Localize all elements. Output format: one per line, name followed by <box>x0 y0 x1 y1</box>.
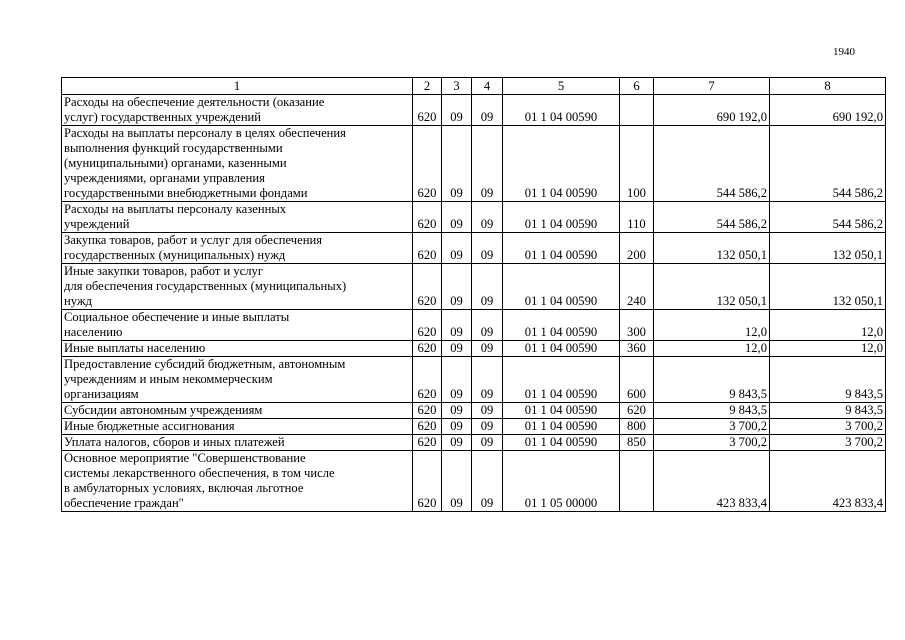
expense-type: 200 <box>620 233 654 264</box>
amount-2018: 544 586,2 <box>654 126 770 202</box>
amount-2018: 132 050,1 <box>654 264 770 310</box>
amount-2019: 3 700,2 <box>770 435 886 451</box>
expense-type: 800 <box>620 419 654 435</box>
amount-2019: 12,0 <box>770 341 886 357</box>
column-header: 3 <box>442 78 472 95</box>
subsection-code: 09 <box>472 341 503 357</box>
subsection-code: 09 <box>472 264 503 310</box>
amount-2019: 3 700,2 <box>770 419 886 435</box>
table-row <box>62 451 886 512</box>
subsection-code: 09 <box>472 419 503 435</box>
expense-type: 360 <box>620 341 654 357</box>
table-row <box>62 95 886 126</box>
ministry-code: 620 <box>413 310 442 341</box>
subsection-code: 09 <box>472 95 503 126</box>
ministry-code: 620 <box>413 341 442 357</box>
budget-table <box>61 77 886 512</box>
ministry-code: 620 <box>413 126 442 202</box>
table-row <box>62 403 886 419</box>
amount-2019: 12,0 <box>770 310 886 341</box>
amount-2018: 132 050,1 <box>654 233 770 264</box>
target-article: 01 1 04 00590 <box>503 233 620 264</box>
table-row <box>62 310 886 341</box>
row-name: Предоставление субсидий бюджетным, автономным учреждениям и иным некоммерческим организациям <box>62 357 413 403</box>
amount-2019: 690 192,0 <box>770 95 886 126</box>
amount-2019: 132 050,1 <box>770 233 886 264</box>
row-name: Расходы на выплаты персоналу казенных учреждений <box>62 202 413 233</box>
amount-2018: 9 843,5 <box>654 357 770 403</box>
row-name: Расходы на обеспечение деятельности (оказание услуг) государственных учреждений <box>62 95 413 126</box>
amount-2019: 132 050,1 <box>770 264 886 310</box>
subsection-code: 09 <box>472 435 503 451</box>
section-code: 09 <box>442 357 472 403</box>
row-name: Иные выплаты населению <box>62 341 413 357</box>
expense-type <box>620 451 654 512</box>
table-row <box>62 202 886 233</box>
target-article: 01 1 04 00590 <box>503 403 620 419</box>
section-code: 09 <box>442 264 472 310</box>
expense-type: 300 <box>620 310 654 341</box>
row-name: Закупка товаров, работ и услуг для обеспечения государственных (муниципальных) нужд <box>62 233 413 264</box>
target-article: 01 1 04 00590 <box>503 341 620 357</box>
ministry-code: 620 <box>413 451 442 512</box>
row-name: Иные закупки товаров, работ и услуг для обеспечения государственных (муниципальных) нужд <box>62 264 413 310</box>
amount-2018: 544 586,2 <box>654 202 770 233</box>
amount-2019: 9 843,5 <box>770 403 886 419</box>
target-article: 01 1 04 00590 <box>503 357 620 403</box>
ministry-code: 620 <box>413 357 442 403</box>
subsection-code: 09 <box>472 233 503 264</box>
column-header: 8 <box>770 78 886 95</box>
target-article: 01 1 05 00000 <box>503 451 620 512</box>
table-row <box>62 264 886 310</box>
table-row <box>62 233 886 264</box>
column-header: 6 <box>620 78 654 95</box>
amount-2018: 423 833,4 <box>654 451 770 512</box>
subsection-code: 09 <box>472 403 503 419</box>
column-header: 4 <box>472 78 503 95</box>
section-code: 09 <box>442 451 472 512</box>
expense-type: 240 <box>620 264 654 310</box>
target-article: 01 1 04 00590 <box>503 435 620 451</box>
subsection-code: 09 <box>472 357 503 403</box>
row-name: Социальное обеспечение и иные выплаты населению <box>62 310 413 341</box>
amount-2018: 12,0 <box>654 310 770 341</box>
amount-2018: 9 843,5 <box>654 403 770 419</box>
target-article: 01 1 04 00590 <box>503 419 620 435</box>
amount-2018: 3 700,2 <box>654 435 770 451</box>
ministry-code: 620 <box>413 233 442 264</box>
ministry-code: 620 <box>413 435 442 451</box>
target-article: 01 1 04 00590 <box>503 95 620 126</box>
section-code: 09 <box>442 403 472 419</box>
row-name: Уплата налогов, сборов и иных платежей <box>62 435 413 451</box>
amount-2019: 544 586,2 <box>770 126 886 202</box>
subsection-code: 09 <box>472 310 503 341</box>
row-name: Субсидии автономным учреждениям <box>62 403 413 419</box>
ministry-code: 620 <box>413 202 442 233</box>
table-row <box>62 435 886 451</box>
subsection-code: 09 <box>472 126 503 202</box>
expense-type <box>620 95 654 126</box>
ministry-code: 620 <box>413 95 442 126</box>
table-row <box>62 419 886 435</box>
row-name: Расходы на выплаты персоналу в целях обеспечения выполнения функций государственными (муниципальными) органами, казенными учреждениями, органами управления государственными внебюджетными фондами <box>62 126 413 202</box>
section-code: 09 <box>442 435 472 451</box>
target-article: 01 1 04 00590 <box>503 310 620 341</box>
expense-type: 110 <box>620 202 654 233</box>
amount-2018: 3 700,2 <box>654 419 770 435</box>
target-article: 01 1 04 00590 <box>503 264 620 310</box>
row-name: Основное мероприятие "Совершенствование системы лекарственного обеспечения, в том числе в амбулаторных условиях, включая льготное обеспечение граждан" <box>62 451 413 512</box>
subsection-code: 09 <box>472 451 503 512</box>
expense-type: 850 <box>620 435 654 451</box>
section-code: 09 <box>442 202 472 233</box>
amount-2019: 423 833,4 <box>770 451 886 512</box>
target-article: 01 1 04 00590 <box>503 126 620 202</box>
section-code: 09 <box>442 310 472 341</box>
ministry-code: 620 <box>413 264 442 310</box>
expense-type: 600 <box>620 357 654 403</box>
section-code: 09 <box>442 341 472 357</box>
row-name: Иные бюджетные ассигнования <box>62 419 413 435</box>
table-row <box>62 357 886 403</box>
table-header-row <box>62 78 886 95</box>
amount-2019: 9 843,5 <box>770 357 886 403</box>
amount-2018: 12,0 <box>654 341 770 357</box>
table-row <box>62 126 886 202</box>
column-header: 5 <box>503 78 620 95</box>
section-code: 09 <box>442 95 472 126</box>
subsection-code: 09 <box>472 202 503 233</box>
amount-2019: 544 586,2 <box>770 202 886 233</box>
table-row <box>62 341 886 357</box>
section-code: 09 <box>442 233 472 264</box>
amount-2018: 690 192,0 <box>654 95 770 126</box>
expense-type: 100 <box>620 126 654 202</box>
column-header: 1 <box>62 78 413 95</box>
column-header: 7 <box>654 78 770 95</box>
target-article: 01 1 04 00590 <box>503 202 620 233</box>
expense-type: 620 <box>620 403 654 419</box>
column-header: 2 <box>413 78 442 95</box>
section-code: 09 <box>442 419 472 435</box>
page-number: 1940 <box>833 46 855 58</box>
ministry-code: 620 <box>413 403 442 419</box>
section-code: 09 <box>442 126 472 202</box>
ministry-code: 620 <box>413 419 442 435</box>
